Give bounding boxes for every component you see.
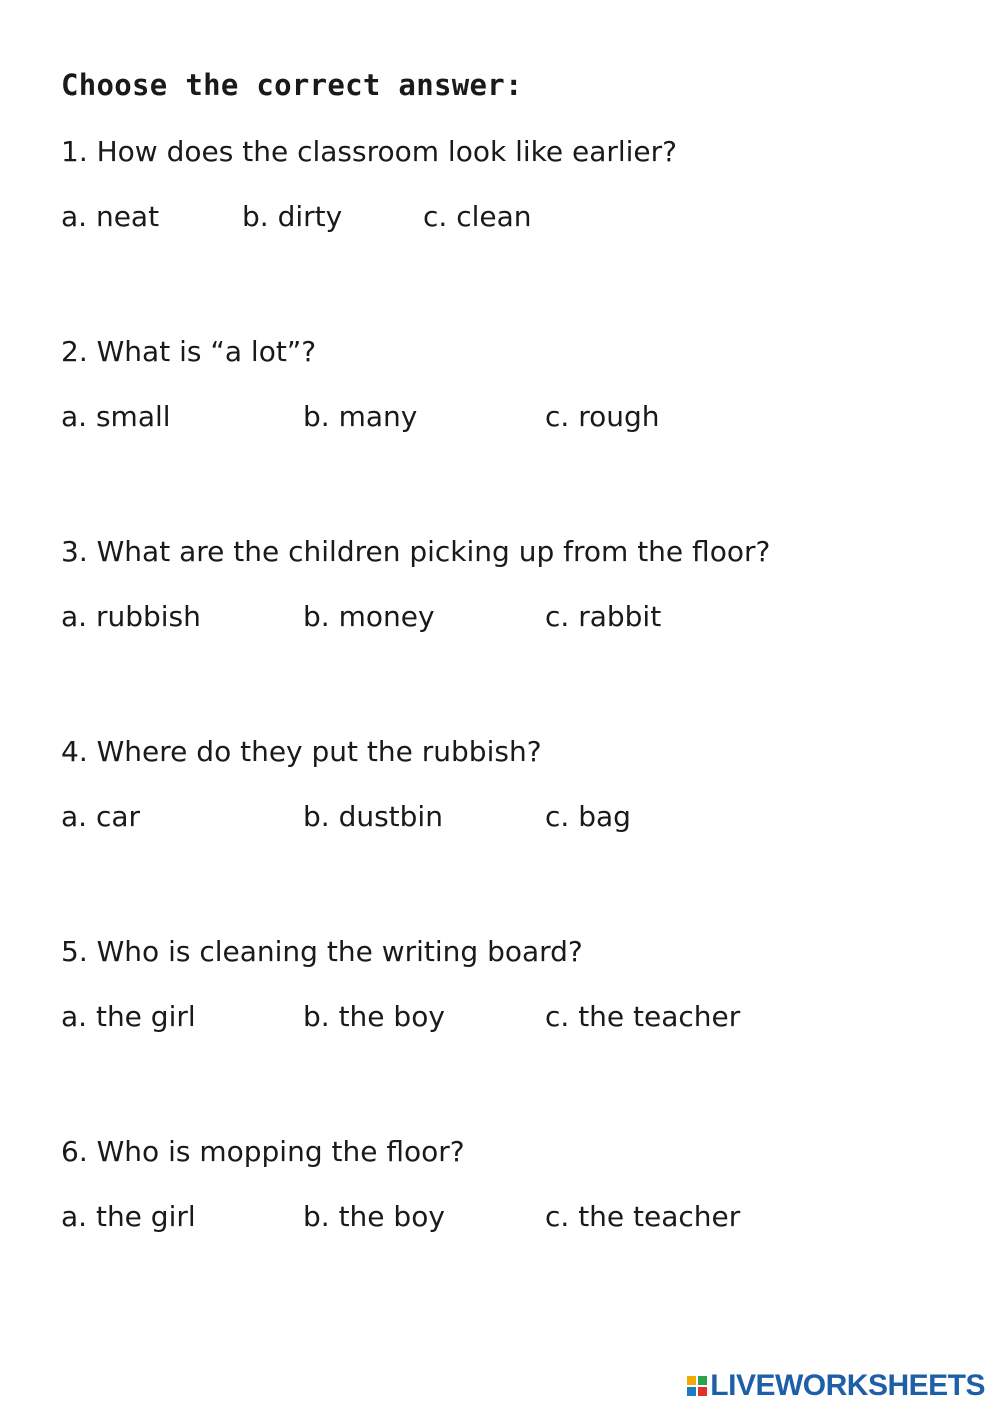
options-4 [61, 800, 941, 840]
liveworksheets-logo [687, 1371, 985, 1401]
option-1b[interactable]: b. dirty [242, 200, 343, 233]
logo-mark-icon [687, 1376, 707, 1396]
question-6: 6. Who is mopping the floor? [61, 1135, 465, 1168]
logo-square-icon [687, 1376, 696, 1385]
option-6c[interactable]: c. the teacher [545, 1200, 741, 1233]
question-5: 5. Who is cleaning the writing board? [61, 935, 583, 968]
instruction-heading: Choose the correct answer: [61, 68, 523, 102]
options-1 [61, 200, 941, 240]
option-4a[interactable]: a. car [61, 800, 141, 833]
question-4: 4. Where do they put the rubbish? [61, 735, 542, 768]
option-5a[interactable]: a. the girl [61, 1000, 196, 1033]
option-5c[interactable]: c. the teacher [545, 1000, 741, 1033]
options-5 [61, 1000, 941, 1040]
option-3c[interactable]: c. rabbit [545, 600, 662, 633]
options-2 [61, 400, 941, 440]
options-6 [61, 1200, 941, 1240]
option-6b[interactable]: b. the boy [303, 1200, 445, 1233]
logo-text: LIVEWORKSHEETS [710, 1369, 985, 1402]
option-4c[interactable]: c. bag [545, 800, 631, 833]
question-2: 2. What is “a lot”? [61, 335, 317, 368]
option-3b[interactable]: b. money [303, 600, 435, 633]
logo-square-icon [698, 1387, 707, 1396]
option-2c[interactable]: c. rough [545, 400, 660, 433]
option-6a[interactable]: a. the girl [61, 1200, 196, 1233]
options-3 [61, 600, 941, 640]
question-1: 1. How does the classroom look like earlier? [61, 135, 678, 168]
logo-square-icon [687, 1387, 696, 1396]
option-3a[interactable]: a. rubbish [61, 600, 201, 633]
option-4b[interactable]: b. dustbin [303, 800, 443, 833]
option-1c[interactable]: c. clean [423, 200, 532, 233]
option-1a[interactable]: a. neat [61, 200, 160, 233]
logo-square-icon [698, 1376, 707, 1385]
option-2b[interactable]: b. many [303, 400, 418, 433]
option-5b[interactable]: b. the boy [303, 1000, 445, 1033]
question-3: 3. What are the children picking up from the floor? [61, 535, 771, 568]
option-2a[interactable]: a. small [61, 400, 171, 433]
